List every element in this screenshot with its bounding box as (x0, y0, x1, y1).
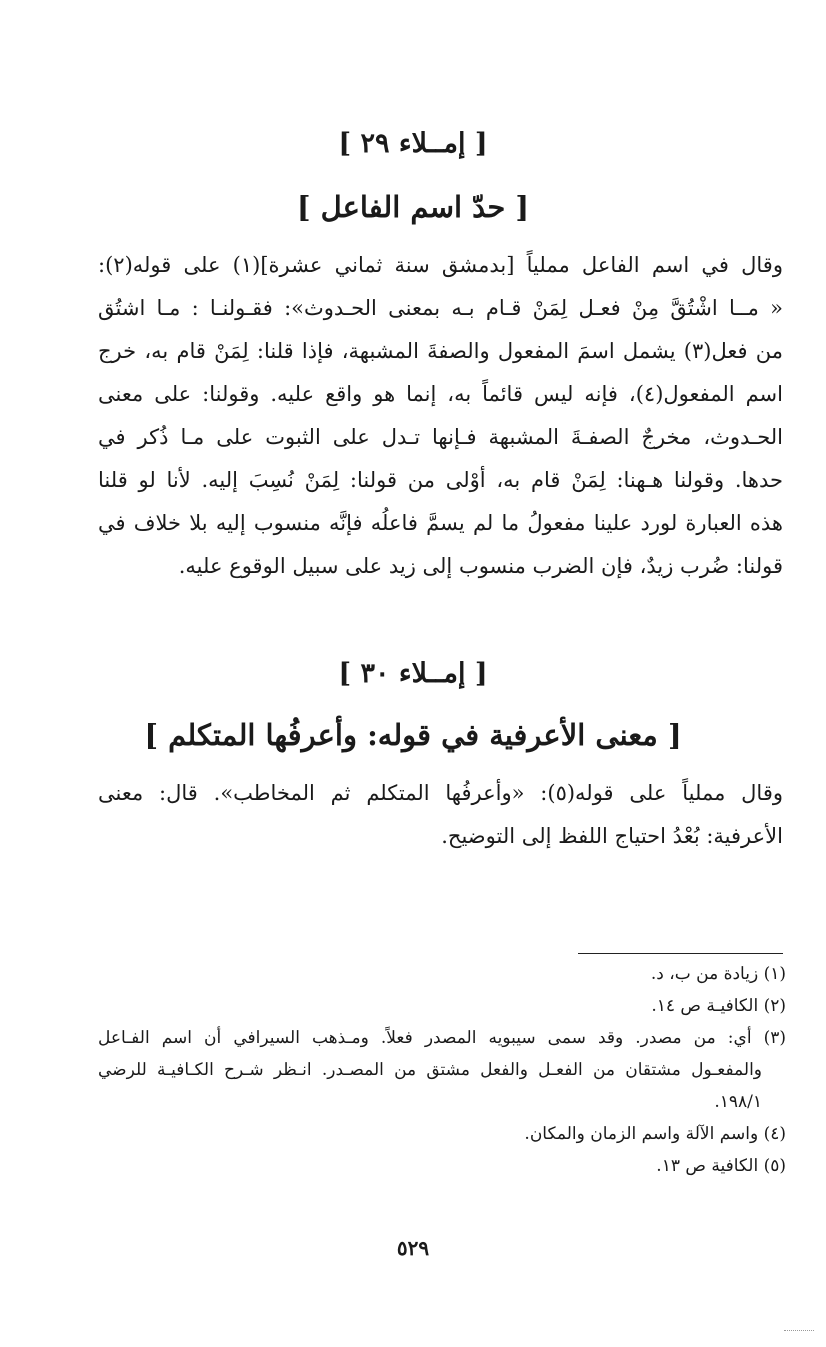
body-line: وقال مملياً على قوله(٥): «وأعرفُها المتكلم ثم المخاطب». قال: معنى (98, 781, 784, 805)
footnote-3: (٣) أي: من مصدر. وقد سمى سيبويه المصدر فعلاً. ومـذهب السيرافي أن اسم الفـاعل (98, 1028, 786, 1048)
body-line: قولنا: ضُرب زيدٌ، فإن الضرب منسوب إلى زيد على سبيل الوقوع عليه. (178, 554, 783, 578)
body-line: الأعرفية: بُعْدُ احتياج اللفظ إلى التوضيح. (441, 824, 783, 848)
footnote-2: (٢) الكافيـة ص ١٤. (651, 996, 786, 1016)
section-29-body (98, 244, 783, 588)
section-30-body (98, 772, 783, 858)
body-line: وقال في اسم الفاعل مملياً [بدمشق سنة ثماني عشرة](١) على قوله(٢): (98, 253, 783, 277)
imla-30-heading: [ إمــلاء ٣٠ ] (338, 658, 488, 689)
footnotes (98, 958, 786, 1182)
scan-edge-mark (784, 1330, 814, 1331)
page-number: ٥٢٩ (396, 1236, 430, 1260)
section-29-title: [ حدّ اسم الفاعل ] (296, 190, 530, 224)
section-30-title: [ معنى الأعرفية في قوله: وأعرفُها المتكلم ] (144, 718, 682, 752)
body-line: « مــا اشْتُقَّ مِنْ فعـل لِمَنْ قـام بـه بمعنى الحـدوث»: فقـولنـا : مـا اشتُق (98, 296, 783, 320)
body-line: من فعل(٣) يشمل اسمَ المفعول والصفةَ المشبهة، فإذا قلنا: لِمَنْ قام به، خرج (98, 339, 783, 363)
footnote-divider (578, 953, 783, 954)
imla-29-heading: [ إمــلاء ٢٩ ] (338, 128, 488, 159)
body-line: اسم المفعول(٤)، فإنه ليس قائماً به، إنما هو واقع عليه. وقولنا: على معنى (98, 382, 783, 406)
body-line: الحـدوث، مخرجٌ الصفـةَ المشبهة فـإنها تـدل على الثبوت على مـا ذُكر في (98, 425, 783, 449)
body-line: حدها. وقولنا هـهنا: لِمَنْ قام به، أوْلى من قولنا: لِمَنْ نُسِبَ إليه. لأنا لو قلنا (98, 468, 783, 492)
footnote-4: (٤) واسم الآلة واسم الزمان والمكان. (524, 1124, 786, 1144)
footnote-3-continued: ١٩٨/١. (714, 1092, 762, 1112)
body-line: هذه العبارة لورد علينا مفعولُ ما لم يسمَّ فاعلُه فإنَّه منسوب إليه بلا خلاف في (98, 511, 783, 535)
footnote-5: (٥) الكافية ص ١٣. (656, 1156, 786, 1176)
footnote-3-continued: والمفعـول مشتقان من الفعـل والفعل مشتق من المصـدر. انـظر شـرح الكـافيـة للرضي (98, 1060, 762, 1080)
footnote-1: (١) زيادة من ب، د. (650, 964, 786, 984)
